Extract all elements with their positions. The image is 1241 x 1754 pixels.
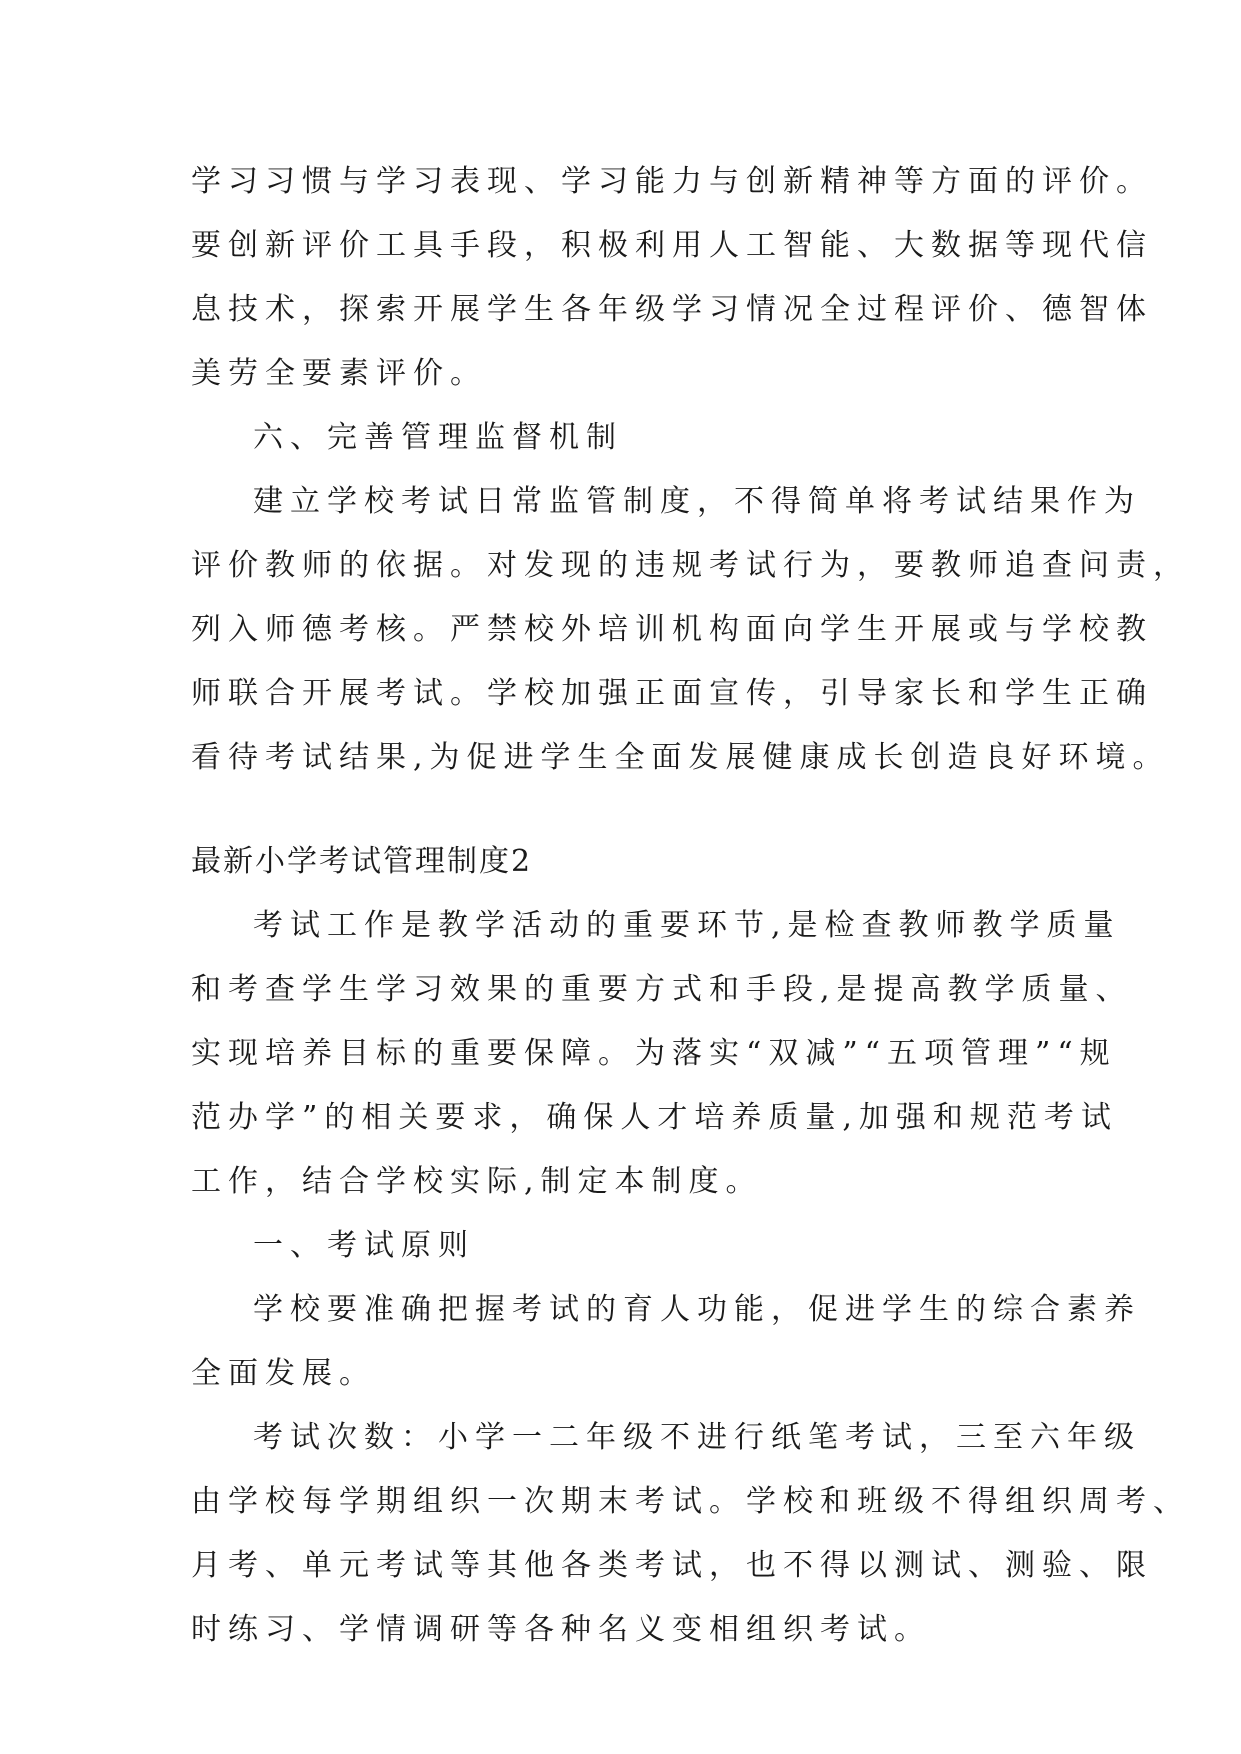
paragraph-line: 由学校每学期组织一次期末考试。学校和班级不得组织周考、 — [191, 1484, 1190, 1519]
paragraph-line: 评价教师的依据。对发现的违规考试行为，要教师追查问责， — [191, 548, 1190, 583]
paragraph-line: 建立学校考试日常监管制度，不得简单将考试结果作为 — [253, 484, 1141, 519]
paragraph-line: 学校要准确把握考试的育人功能，促进学生的综合素养 — [253, 1292, 1141, 1327]
paragraph-line: 看待考试结果,为促进学生全面发展健康成长创造良好环境。 — [191, 740, 1170, 775]
paragraph-line: 师联合开展考试。学校加强正面宣传，引导家长和学生正确 — [191, 676, 1153, 711]
paragraph-line: 范办学”的相关要求，确保人才培养质量,加强和规范考试 — [191, 1100, 1118, 1135]
section-heading-principles: 一、考试原则 — [253, 1228, 475, 1263]
evaluation-paragraph — [191, 150, 1153, 406]
paragraph-line: 考试工作是教学活动的重要环节,是检查教师教学质量 — [253, 908, 1121, 943]
exam-count-paragraph — [191, 1406, 1190, 1662]
supervision-paragraph — [191, 470, 1190, 790]
document-title: 最新小学考试管理制度2 — [191, 844, 533, 879]
principle-paragraph — [191, 1278, 1141, 1406]
paragraph-line: 月考、单元考试等其他各类考试，也不得以测试、测验、限 — [191, 1548, 1153, 1583]
paragraph-line: 全面发展。 — [191, 1356, 376, 1391]
paragraph-line: 工作，结合学校实际,制定本制度。 — [191, 1164, 763, 1199]
paragraph-line: 学习习惯与学习表现、学习能力与创新精神等方面的评价。 — [191, 164, 1153, 199]
intro-paragraph — [191, 894, 1133, 1214]
paragraph-line: 时练习、学情调研等各种名义变相组织考试。 — [191, 1612, 931, 1647]
paragraph-line: 列入师德考核。严禁校外培训机构面向学生开展或与学校教 — [191, 612, 1153, 647]
document-body — [191, 150, 1190, 1662]
paragraph-line: 要创新评价工具手段，积极利用人工智能、大数据等现代信 — [191, 228, 1153, 263]
section-gap — [191, 790, 1071, 830]
paragraph-line: 和考查学生学习效果的重要方式和手段,是提高教学质量、 — [191, 972, 1133, 1007]
paragraph-line: 考试次数：小学一二年级不进行纸笔考试，三至六年级 — [253, 1420, 1141, 1455]
paragraph-line: 美劳全要素评价。 — [191, 356, 487, 391]
paragraph-line: 息技术，探索开展学生各年级学习情况全过程评价、德智体 — [191, 292, 1153, 327]
paragraph-line: 实现培养目标的重要保障。为落实“双减”“五项管理”“规 — [191, 1036, 1117, 1071]
section-heading-supervision: 六、完善管理监督机制 — [253, 420, 623, 455]
